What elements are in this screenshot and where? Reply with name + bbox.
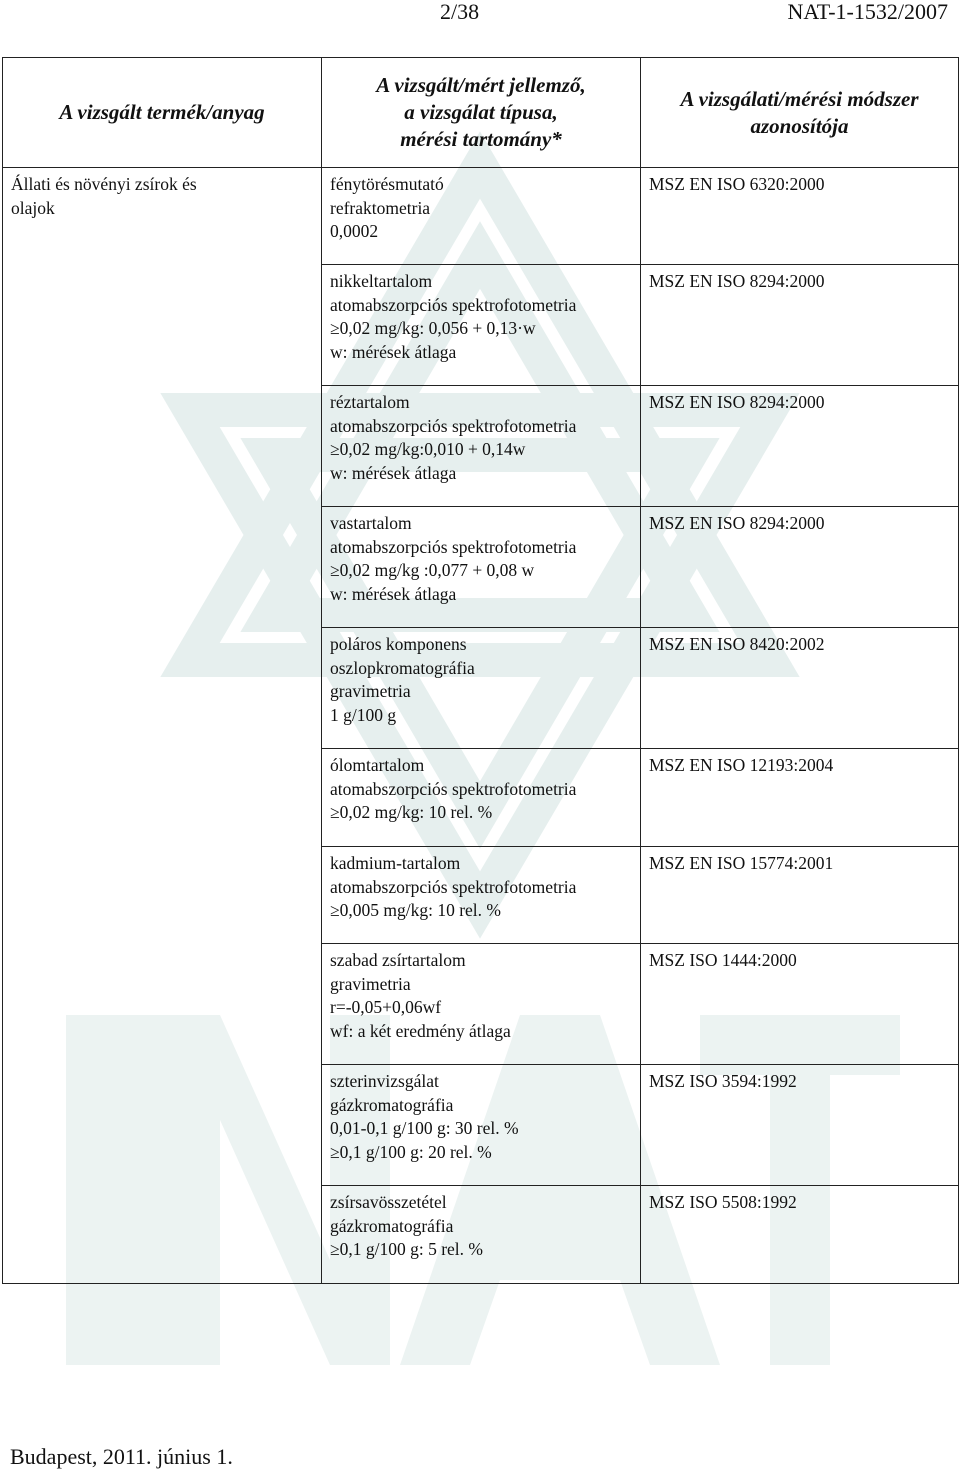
property-cell: vastartalom atomabszorpciós spektrofotometria ≥0,02 mg/kg :0,077 + 0,08 w w: mérések átlaga	[322, 507, 641, 628]
footer-date: Budapest, 2011. június 1.	[10, 1444, 233, 1469]
method-cell: MSZ EN ISO 8294:2000	[641, 265, 959, 386]
document-id: NAT-1-1532/2007	[787, 0, 948, 24]
property-cell: fénytörésmutató refraktometria 0,0002	[322, 168, 641, 265]
method-cell: MSZ ISO 1444:2000	[641, 944, 959, 1065]
property-cell: nikkeltartalom atomabszorpciós spektrofotometria ≥0,02 mg/kg: 0,056 + 0,13·w w: mérések átlaga	[322, 265, 641, 386]
method-cell: MSZ ISO 3594:1992	[641, 1065, 959, 1186]
column-header-method: A vizsgálati/mérési módszer azonosítója	[641, 58, 959, 168]
page-number: 2/38	[440, 0, 480, 24]
property-cell: ólomtartalom atomabszorpciós spektrofotometria ≥0,02 mg/kg: 10 rel. %	[322, 749, 641, 847]
property-cell: réztartalom atomabszorpciós spektrofotometria ≥0,02 mg/kg:0,010 + 0,14w w: mérések átlaga	[322, 386, 641, 507]
method-cell: MSZ EN ISO 8420:2002	[641, 628, 959, 749]
property-cell: szterinvizsgálat gázkromatográfia 0,01-0,1 g/100 g: 30 rel. % ≥0,1 g/100 g: 20 rel. %	[322, 1065, 641, 1186]
method-cell: MSZ EN ISO 8294:2000	[641, 507, 959, 628]
product-cell: Állati és növényi zsírok és olajok	[3, 168, 322, 1284]
method-cell: MSZ EN ISO 8294:2000	[641, 386, 959, 507]
property-cell: kadmium-tartalom atomabszorpciós spektrofotometria ≥0,005 mg/kg: 10 rel. %	[322, 847, 641, 944]
property-cell: zsírsavösszetétel gázkromatográfia ≥0,1 g/100 g: 5 rel. %	[322, 1186, 641, 1284]
accreditation-table	[2, 57, 959, 1284]
property-cell: poláros komponens oszlopkromatográfia gravimetria 1 g/100 g	[322, 628, 641, 749]
column-header-product: A vizsgált termék/anyag	[3, 58, 322, 168]
method-cell: MSZ EN ISO 6320:2000	[641, 168, 959, 265]
table-row	[3, 168, 959, 265]
table-header-row	[3, 58, 959, 168]
method-cell: MSZ ISO 5508:1992	[641, 1186, 959, 1284]
method-cell: MSZ EN ISO 12193:2004	[641, 749, 959, 847]
method-cell: MSZ EN ISO 15774:2001	[641, 847, 959, 944]
property-cell: szabad zsírtartalom gravimetria r=-0,05+0,06wf wf: a két eredmény átlaga	[322, 944, 641, 1065]
column-header-property: A vizsgált/mért jellemző, a vizsgálat típusa, mérési tartomány*	[322, 58, 641, 168]
